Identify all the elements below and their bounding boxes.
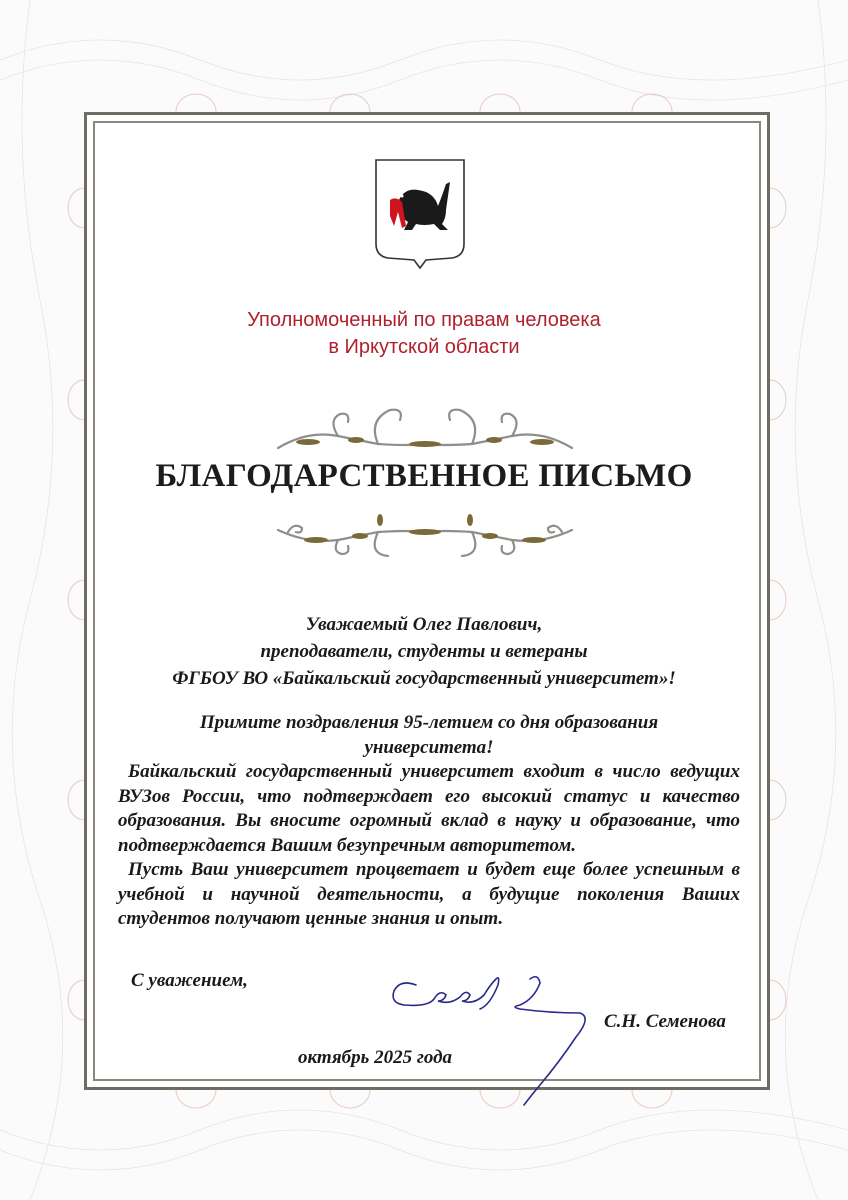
paragraph-1: Байкальский государственный университет входит в число ведущих ВУЗов России, что подтверждает его высокий статус и качество образования. Вы вносите огромный вклад в науку и образование, что подтверждается Вашим безупречным авторитетом. — [118, 761, 740, 856]
issuer-line-2: в Иркутской области — [328, 336, 520, 358]
closing-phrase: С уважением, — [131, 970, 248, 991]
handwritten-signature — [370, 965, 610, 1115]
signer-name: С.Н. Семенова — [604, 1011, 726, 1032]
paragraph-2: Пусть Ваш университет процветает и будет еще более успешным в учебной и научной деятельности, а будущие поколения Ваших студентов получают ценные знания и опыт. — [118, 859, 740, 929]
letter-body — [118, 711, 740, 932]
congratulations-line-2: университета! — [364, 736, 494, 758]
flourish-ornament-icon — [268, 510, 582, 560]
salutation-line: преподаватели, студенты и ветераны — [260, 641, 588, 662]
flourish-ornament-icon — [268, 400, 582, 450]
salutation — [0, 611, 848, 692]
congratulations-line-1: Примите поздравления 95-летием со дня образования — [199, 712, 659, 733]
irkutsk-coat-of-arms-icon — [372, 156, 468, 272]
salutation-line: ФГБОУ ВО «Байкальский государственный университет»! — [172, 668, 676, 689]
salutation-line: Уважаемый Олег Павлович, — [305, 614, 543, 635]
document-date: октябрь 2025 года — [298, 1047, 453, 1068]
issuer-line-1: Уполномоченный по правам человека — [247, 309, 601, 331]
issuer-heading — [0, 307, 848, 361]
document-title: БЛАГОДАРСТВЕННОЕ ПИСЬМО — [155, 458, 693, 494]
